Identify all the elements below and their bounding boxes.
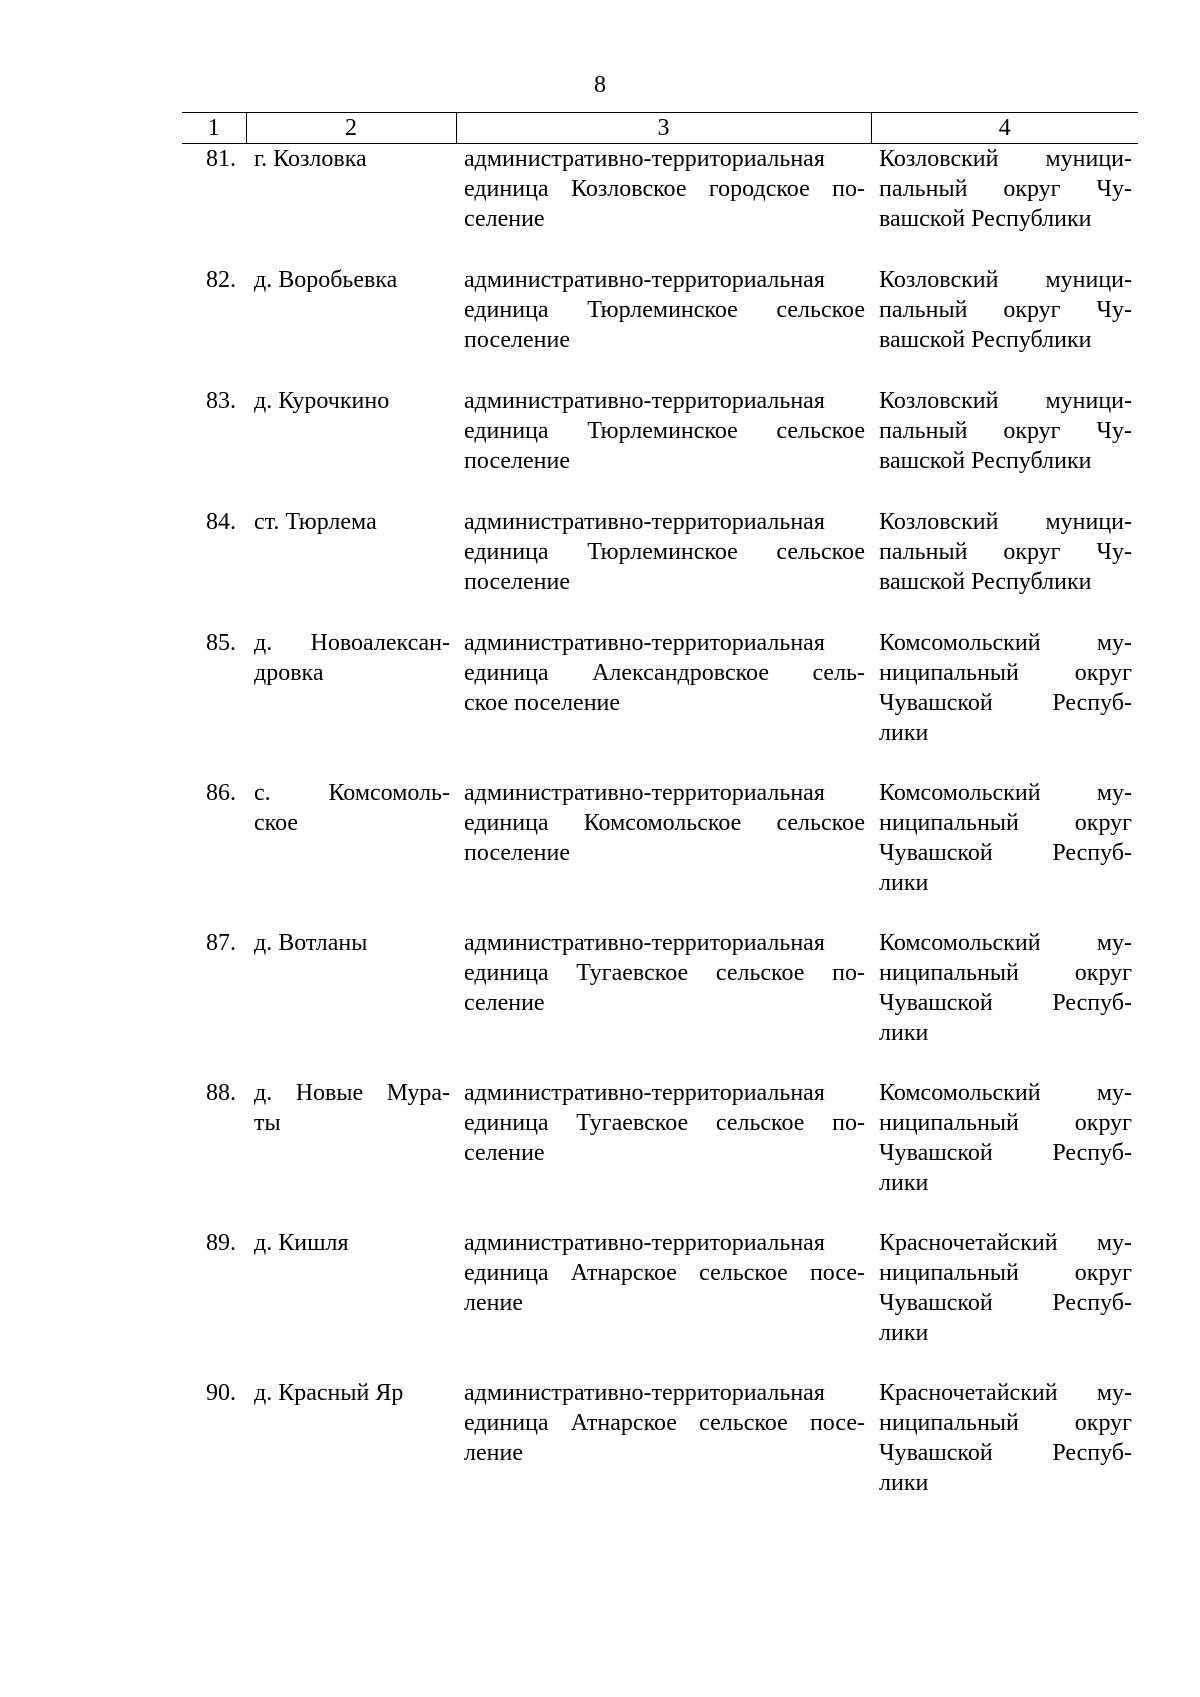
municipal-district-line: ниципальный округ <box>879 660 1132 686</box>
table-row <box>182 628 1138 778</box>
administrative-unit-line: селение <box>464 1140 545 1166</box>
column-header-4: 4 <box>871 113 1138 144</box>
administrative-unit-line: административно-территориальная <box>464 267 825 293</box>
settlement-name <box>246 265 456 386</box>
row-number: 87. <box>206 930 236 956</box>
administrative-unit-line: единица Атнарское сельское посе- <box>464 1260 865 1286</box>
municipal-district <box>871 265 1138 386</box>
municipal-district-line: Красночетайский му- <box>879 1380 1132 1406</box>
settlement-name-line: д. Воробьевка <box>254 267 398 293</box>
settlement-name <box>246 1078 456 1228</box>
column-header-2: 2 <box>246 113 456 144</box>
settlement-name-line: ты <box>254 1110 281 1136</box>
municipal-district-line: Чувашской Респуб- <box>879 840 1132 866</box>
municipal-district-line: Комсомольский му- <box>879 630 1132 656</box>
municipal-district <box>871 386 1138 507</box>
row-number: 83. <box>206 388 236 414</box>
administrative-unit-line: единица Тюрлеминское сельское <box>464 418 865 444</box>
municipal-district-line: Комсомольский му- <box>879 930 1132 956</box>
municipal-district-line: лики <box>879 1170 929 1196</box>
settlement-name <box>246 1228 456 1378</box>
table-header-row <box>182 113 1138 144</box>
table-row <box>182 778 1138 928</box>
settlement-name-line: с. Комсомоль- <box>254 780 450 806</box>
table-row <box>182 1378 1138 1528</box>
table-row <box>182 1228 1138 1378</box>
municipal-district <box>871 1228 1138 1378</box>
municipal-district-line: Красночетайский му- <box>879 1230 1132 1256</box>
administrative-unit-line: поселение <box>464 327 571 353</box>
table-row <box>182 144 1138 266</box>
administrative-unit-line: административно-территориальная <box>464 1380 825 1406</box>
administrative-unit-line: единица Тугаевское сельское по- <box>464 960 865 986</box>
settlement-name-line: д. Новоалексан- <box>254 630 450 656</box>
administrative-unit <box>456 386 871 507</box>
table-row <box>182 928 1138 1078</box>
municipal-district-line: ниципальный округ <box>879 1260 1132 1286</box>
settlement-name <box>246 1378 456 1528</box>
municipal-district <box>871 144 1138 266</box>
administrative-unit-line: ление <box>464 1290 523 1316</box>
administrative-unit-line: ское поселение <box>464 690 621 716</box>
municipal-district-line: ниципальный округ <box>879 810 1132 836</box>
municipal-district <box>871 778 1138 928</box>
row-number: 88. <box>206 1080 236 1106</box>
column-header-1: 1 <box>182 113 246 144</box>
administrative-unit-line: поселение <box>464 569 571 595</box>
municipal-district-line: Козловский муници- <box>879 267 1132 293</box>
municipal-district-line: Козловский муници- <box>879 509 1132 535</box>
municipal-district-line: Чувашской Респуб- <box>879 1440 1132 1466</box>
municipal-district-line: пальный округ Чу- <box>879 539 1132 565</box>
row-number: 85. <box>206 630 236 656</box>
table-body <box>182 144 1138 1529</box>
settlement-name-line: д. Курочкино <box>254 388 390 414</box>
administrative-unit <box>456 507 871 628</box>
municipal-district-line: вашской Республики <box>879 569 1092 595</box>
administrative-unit-line: административно-территориальная <box>464 388 825 414</box>
table-row <box>182 265 1138 386</box>
municipal-district-line: лики <box>879 1320 929 1346</box>
administrative-unit <box>456 778 871 928</box>
municipal-district-line: вашской Республики <box>879 448 1092 474</box>
settlement-name-line: д. Новые Мура- <box>254 1080 450 1106</box>
municipal-district <box>871 628 1138 778</box>
row-number: 90. <box>206 1380 236 1406</box>
municipal-district <box>871 507 1138 628</box>
settlement-name-line: дровка <box>254 660 324 686</box>
administrative-unit-line: административно-территориальная <box>464 146 825 172</box>
administrative-unit-line: административно-территориальная <box>464 630 825 656</box>
row-number: 81. <box>206 146 236 172</box>
municipal-district-line: лики <box>879 720 929 746</box>
administrative-unit-line: селение <box>464 990 545 1016</box>
administrative-unit <box>456 628 871 778</box>
administrative-unit-line: административно-территориальная <box>464 509 825 535</box>
settlement-name <box>246 778 456 928</box>
administrative-unit <box>456 1228 871 1378</box>
municipal-district <box>871 928 1138 1078</box>
administrative-unit <box>456 144 871 266</box>
administrative-unit <box>456 1378 871 1528</box>
municipal-district-line: Комсомольский му- <box>879 1080 1132 1106</box>
municipal-district-line: вашской Республики <box>879 206 1092 232</box>
settlement-name-line: д. Красный Яр <box>254 1380 404 1406</box>
table-row <box>182 386 1138 507</box>
settlement-name <box>246 928 456 1078</box>
administrative-unit-line: ление <box>464 1440 523 1466</box>
settlement-name-line: ст. Тюрлема <box>254 509 377 535</box>
settlement-name-line: г. Козловка <box>254 146 367 172</box>
administrative-unit-line: единица Тюрлеминское сельское <box>464 539 865 565</box>
administrative-unit-line: поселение <box>464 448 571 474</box>
settlement-name <box>246 144 456 266</box>
administrative-unit <box>456 1078 871 1228</box>
administrative-unit-line: административно-территориальная <box>464 1080 825 1106</box>
municipal-district-line: Козловский муници- <box>879 388 1132 414</box>
municipal-district-line: Чувашской Респуб- <box>879 990 1132 1016</box>
administrative-unit-line: административно-территориальная <box>464 780 825 806</box>
municipal-district-line: Чувашской Респуб- <box>879 1140 1132 1166</box>
administrative-unit-line: поселение <box>464 840 571 866</box>
row-number: 86. <box>206 780 236 806</box>
settlement-name-line: д. Кишля <box>254 1230 349 1256</box>
municipal-district-line: лики <box>879 870 929 896</box>
administrative-unit-line: единица Козловское городское по- <box>464 176 865 202</box>
settlement-name-line: д. Вотланы <box>254 930 368 956</box>
administrative-unit-line: единица Тюрлеминское сельское <box>464 297 865 323</box>
administrative-unit-line: административно-территориальная <box>464 930 825 956</box>
municipal-district <box>871 1078 1138 1228</box>
administrative-unit-line: селение <box>464 206 545 232</box>
administrative-unit-line: единица Атнарское сельское посе- <box>464 1410 865 1436</box>
settlement-name-line: ское <box>254 810 299 836</box>
municipal-district-line: ниципальный округ <box>879 1410 1132 1436</box>
table-row <box>182 1078 1138 1228</box>
settlement-name <box>246 628 456 778</box>
page-number: 8 <box>594 72 606 98</box>
municipal-district-line: вашской Республики <box>879 327 1092 353</box>
row-number: 89. <box>206 1230 236 1256</box>
settlement-name <box>246 507 456 628</box>
administrative-unit-line: единица Тугаевское сельское по- <box>464 1110 865 1136</box>
administrative-unit <box>456 265 871 386</box>
settlements-table <box>182 112 1138 1528</box>
administrative-unit-line: административно-территориальная <box>464 1230 825 1256</box>
row-number: 84. <box>206 509 236 535</box>
municipal-district-line: лики <box>879 1470 929 1496</box>
row-number: 82. <box>206 267 236 293</box>
table-row <box>182 507 1138 628</box>
column-header-3: 3 <box>456 113 871 144</box>
municipal-district-line: Чувашской Респуб- <box>879 690 1132 716</box>
municipal-district-line: пальный округ Чу- <box>879 297 1132 323</box>
settlement-name <box>246 386 456 507</box>
municipal-district-line: ниципальный округ <box>879 960 1132 986</box>
municipal-district-line: пальный округ Чу- <box>879 176 1132 202</box>
administrative-unit-line: единица Александровское сель- <box>464 660 865 686</box>
municipal-district-line: Козловский муници- <box>879 146 1132 172</box>
municipal-district-line: Комсомольский му- <box>879 780 1132 806</box>
municipal-district-line: ниципальный округ <box>879 1110 1132 1136</box>
municipal-district-line: лики <box>879 1020 929 1046</box>
municipal-district-line: пальный округ Чу- <box>879 418 1132 444</box>
administrative-unit <box>456 928 871 1078</box>
administrative-unit-line: единица Комсомольское сельское <box>464 810 865 836</box>
municipal-district-line: Чувашской Респуб- <box>879 1290 1132 1316</box>
municipal-district <box>871 1378 1138 1528</box>
